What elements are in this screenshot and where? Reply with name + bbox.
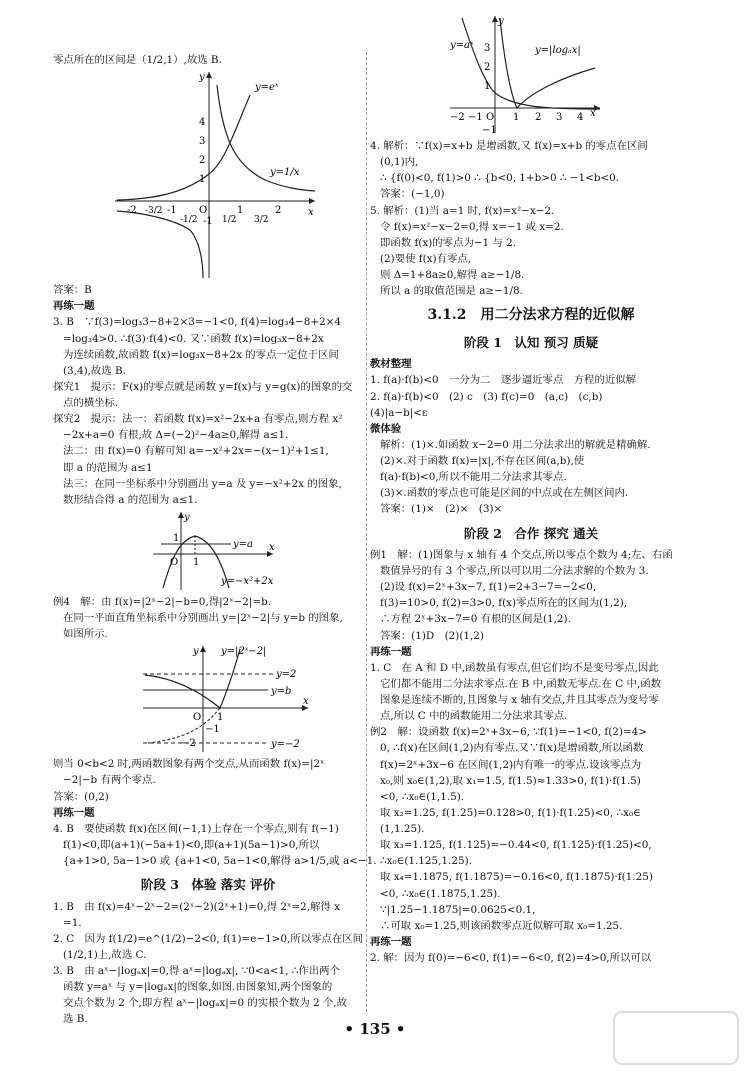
tick-label: 1 — [513, 112, 520, 123]
tick-label: 4 — [577, 112, 584, 123]
tick-label: −1 — [468, 112, 483, 123]
tick-label: 2 — [275, 205, 282, 217]
text-line: 3. B ∵f(3)=log₃3−8+2×3=−1<0, f(4)=log₃4−8+2×4 — [53, 316, 342, 329]
label-y-a: y=a — [233, 538, 253, 550]
tick-label: -1 — [203, 216, 213, 228]
tick-label: 1 — [193, 556, 200, 568]
text-line: 则当 0<b<2 时,两函数图象有两个交点,从而函数 f(x)=|2ˣ — [53, 758, 325, 771]
text-line: 即 a 的范围为 a≤1 — [63, 461, 153, 474]
text-line: 例4 解：由 f(x)=|2ˣ−2|−b=0,得|2ˣ−2|=b. — [53, 595, 272, 608]
text-line: 取 x₃=1.125, f(1.125)=−0.44<0, f(1.125)·f(1.25)<0, — [380, 839, 652, 852]
text-line: 函数 y=aˣ 与 y=|logₐx|的图象,如图.由图象知,两个图象的 — [63, 981, 333, 994]
text-line: f(x)=2ˣ+3x−6 在区间(1,2)内有唯一的零点.设该零点为 — [380, 758, 642, 771]
text-line: 解析：(1)×.如函数 x−2=0 用二分法求出的解就是精确解. — [380, 438, 651, 451]
tick-label: -2 — [127, 205, 137, 217]
figure-parabola — [153, 510, 283, 592]
section-title: 3.1.2 用二分法求方程的近似解 — [427, 307, 635, 324]
y-axis-label: y — [498, 16, 504, 27]
text-line: 所以 a 的取值范围是 a≥−1/8. — [380, 285, 523, 298]
text-line: 4. B 要使函数 f(x)在区间(−1,1)上存在一个零点,则有 f(−1) — [53, 822, 339, 835]
subheading: 教材整理 — [370, 358, 412, 371]
label-y-ax: y=aˣ — [450, 40, 474, 51]
text-line: (2)设 f(x)=2ˣ+3x−7, f(1)=2+3−7=−2<0, — [380, 581, 597, 594]
subheading: 再练一题 — [370, 935, 412, 948]
text-line: 2. 解：因为 f(0)=−6<0, f(1)=−6<0, f(2)=4>0,所以可以 — [370, 952, 652, 965]
label-y-1x: y=1/x — [270, 167, 300, 179]
text-line: 令 f(x)=x²−x−2=0,得 x=−1 或 x=2. — [380, 220, 564, 233]
text-line: 即函数 f(x)的零点为−1 与 2. — [380, 236, 517, 249]
text-line: 2. C 因为 f(1/2)=e^(1/2)−2<0, f(1)=e−1>0,所以零点在区间 — [53, 932, 364, 945]
text-line: =log₃4>0. ∴f(3)·f(4)<0. 又∵函数 f(x)=log₃x−8+2x — [63, 332, 324, 345]
text-line: −2|−b 有两个零点. — [63, 774, 156, 787]
text-line: 点,所以 C 中的函数能用二分法求其零点. — [380, 710, 568, 723]
tick-label: 1 — [484, 81, 491, 92]
tick-label: 3 — [199, 136, 206, 148]
tick-label: -1/2 — [180, 215, 198, 226]
stage3-heading: 阶段 3 体验 落实 评价 — [140, 877, 276, 893]
y-axis-label: y — [184, 511, 190, 523]
tick-label: 1 — [199, 174, 206, 186]
x-axis-label: x — [269, 541, 275, 553]
text-line: −2x+a=0 有根,故 Δ=(−2)²−4a≥0,解得 a≤1. — [63, 429, 289, 442]
answer-line: 答案：(−1,0) — [380, 188, 445, 201]
text-line: ∴ {f(0)<0, f(1)>0 ∴ {b<0, 1+b>0 ∴ −1<b<0. — [380, 172, 620, 185]
text-line: (0,1)内, — [380, 156, 419, 169]
text-line: (3,4),故选 B. — [63, 364, 126, 377]
stage1-heading: 阶段 1 认知 预习 质疑 — [463, 334, 599, 350]
y-axis-label: y — [193, 646, 199, 658]
figure-exp-log — [450, 8, 610, 136]
label-y2: y=2 — [276, 669, 297, 681]
text-line: =1. — [63, 916, 82, 929]
origin-label: O — [170, 556, 179, 568]
text-line: 点的横坐标. — [63, 397, 119, 409]
stage2-heading: 阶段 2 合作 探究 通关 — [463, 525, 599, 541]
tick-label: 2 — [199, 155, 206, 167]
tick-label: -1 — [167, 205, 177, 217]
label-y-ex: y=eˣ — [255, 82, 279, 94]
text-line: 例1 解：(1)图象与 x 轴有 4 个交点,所以零点个数为 4;左、右函 — [370, 548, 673, 561]
text-line: 则 Δ=1+8a≥0,解得 a≥−1/8. — [380, 269, 525, 281]
text-line: ∴x₀∈(1.125,1.25). — [380, 855, 472, 868]
tick-label: −1 — [205, 724, 220, 736]
text-line: 取 x₄=1.1875, f(1.1875)=−0.16<0, f(1.1875)·f(1.25) — [380, 871, 653, 884]
text-line: 1. B 由 f(x)=4ˣ−2ˣ−2=(2ˣ−2)(2ˣ+1)=0,得 2ˣ=2,解得 x — [53, 900, 340, 913]
text-line: 探究2 提示：法一：若函数 f(x)=x²−2x+a 有零点,则方程 x² — [53, 413, 343, 426]
text-line: (1,1.25). — [380, 823, 425, 836]
text-line: (3)×.函数的零点也可能是区间的中点或在左侧区间内. — [380, 487, 629, 500]
figure-abs-exp — [143, 644, 318, 754]
text-line: ∴可取 x₀=1.25,则该函数零点近似解可取 x₀=1.25. — [380, 919, 623, 932]
subheading: 再练一题 — [53, 806, 95, 819]
tick-label: −1 — [482, 125, 497, 136]
text-line: f(3)=10>0, f(2)=3>0, f(x)零点所在的区间为(1,2), — [380, 597, 628, 610]
tick-label: 2 — [535, 112, 542, 123]
label-abs: y=|2ˣ−2| — [221, 646, 267, 658]
x-axis-label: x — [308, 207, 314, 219]
text-line: 法二：由 f(x)=0 有解可知 a=−x²+2x=−(x−1)²+1≤1, — [63, 445, 329, 458]
tick-label: −2 — [181, 738, 196, 750]
answer-line: 答案：B — [53, 284, 92, 297]
text-line: 例2 解：设函数 f(x)=2ˣ+3x−6, ∵f(1)=−1<0, f(2)=4> — [370, 726, 647, 739]
text-line: 它们都不能用二分法求零点.在 B 中,函数无零点.在 C 中,函数 — [380, 677, 661, 690]
tick-label: 3 — [556, 112, 563, 123]
origin-label: O — [193, 712, 202, 724]
subheading: 微体验 — [370, 422, 402, 435]
text-line: {a+1>0, 5a−1>0 或 {a+1<0, 5a−1<0,解得 a>1/5,或 a<−1. — [63, 855, 377, 867]
tick-label: 3/2 — [254, 215, 269, 226]
text-line: 数形结合得 a 的范围为 a≤1. — [63, 493, 198, 506]
answer-line: 答案：(1)D (2)(1,2) — [380, 629, 484, 642]
text-line: 交点个数为 2 个,即方程 aˣ−|logₐx|=0 的实根个数为 2 个,故 — [63, 997, 348, 1010]
page-number: • 135 • — [344, 1020, 406, 1038]
label-y-log: y=|logₐx| — [535, 45, 581, 56]
text-line: 取 x₂=1.25, f(1.25)=0.128>0, f(1)·f(1.25)<0, ∴x₀∈ — [380, 806, 641, 819]
tick-label: −2 — [450, 112, 465, 123]
subheading: 再练一题 — [370, 645, 412, 658]
text-line: 1. C 在 A 和 D 中,函数虽有零点,但它们均不是变号零点,因此 — [370, 661, 659, 674]
answer-line: 答案：(1)× (2)× (3)× — [380, 503, 503, 516]
left-column — [53, 52, 377, 1028]
text-line: 零点所在的区间是（1/2,1）,故选 B. — [53, 54, 222, 66]
tick-label: 4 — [199, 117, 206, 129]
answer-line: 答案：(0,2) — [53, 790, 109, 803]
text-line: 数值异号的有 3 个零点,所以可以用二分法求解的个数为 3. — [380, 565, 649, 578]
tick-label: 1 — [217, 712, 224, 724]
label-parabola: y=−x²+2x — [221, 575, 274, 587]
y-axis-label: y — [199, 72, 205, 84]
tick-label: 2 — [484, 62, 491, 73]
text-line: 2. f(a)·f(b)<0 (2) c (3) f(c)=0 (a,c) (c,b) — [370, 390, 603, 403]
x-axis-label: x — [303, 696, 309, 708]
text-line: 选 B. — [63, 1013, 88, 1026]
tick-label: 3 — [484, 43, 491, 54]
text-line: (4)|a−b|<ε — [370, 406, 428, 419]
right-column — [370, 16, 692, 966]
text-line: (2)×.对于函数 f(x)=|x|,不存在区间(a,b),使 — [380, 455, 585, 468]
tick-label: 1 — [173, 532, 180, 544]
x-axis-label: x — [590, 108, 596, 119]
text-line: x₀,则 x₀∈(1,2),取 x₁=1.5, f(1.5)≈1.33>0, f(1)·f(1.5) — [380, 774, 641, 787]
text-line: 如图所示. — [63, 628, 108, 641]
tick-label: 1/2 — [222, 215, 237, 226]
text-line: ∵|1.25−1.1875|=0.0625<0.1, — [380, 903, 536, 916]
label-y-neg2: y=−2 — [271, 739, 300, 751]
text-line: <0, ∴x₀∈(1.1875,1.25). — [380, 887, 501, 900]
text-line: 3. B 由 aˣ−|logₐx|=0,得 aˣ=|logₐx|, ∵0<a<1, ∴作出两个 — [53, 965, 340, 977]
text-line: 1. f(a)·f(b)<0 一分为二 逐步逼近零点 方程的近似解 — [370, 374, 637, 387]
origin-label: O — [199, 205, 208, 217]
watermark-logo — [612, 1010, 740, 1066]
subheading: 再练一题 — [53, 300, 95, 313]
text-line: 0, ∴f(x)在区间(1,2)内有零点.又∵f(x)是增函数,所以函数 — [380, 742, 644, 755]
text-line: 图象是连续不断的,且图象与 x 轴有交点,并且其零点为变号零 — [380, 694, 659, 707]
label-yb: y=b — [271, 686, 292, 698]
tick-label: 1 — [237, 205, 244, 217]
text-line: 法三：在同一坐标系中分别画出 y=a 及 y=−x²+2x 的图象, — [63, 477, 342, 490]
text-line: (1/2,1)上,故选 C. — [63, 948, 147, 961]
text-line: 为连续函数,故函数 f(x)=log₃x−8+2x 的零点一定位于区间 — [63, 348, 339, 361]
origin-label: O — [486, 112, 495, 123]
text-line: ∴方程 2ˣ+3x−7=0 有根的区间是(1,2). — [380, 613, 571, 626]
text-line: f(1)<0,即(a+1)(−5a+1)<0,即(a+1)(5a−1)>0,所以 — [63, 838, 320, 851]
figure-exp-reciprocal — [115, 70, 320, 280]
text-line: (2)要使 f(x)有零点, — [380, 252, 472, 265]
tick-label: -3/2 — [145, 206, 163, 217]
text-line: <0, ∴x₀∈(1,1.5). — [380, 790, 465, 803]
text-line: 5. 解析：(1)当 a=1 时, f(x)=x²−x−2. — [370, 204, 555, 217]
text-line: f(a)·f(b)<0,所以不能用二分法求其零点. — [380, 471, 567, 484]
text-line: 探究1 提示：F(x)的零点就是函数 y=f(x)与 y=g(x)的图象的交 — [53, 380, 353, 393]
text-line: 在同一平面直角坐标系中分别画出 y=|2ˣ−2|与 y=b 的图象, — [63, 612, 343, 624]
text-line: 4. 解析：∵f(x)=x+b 是增函数,又 f(x)=x+b 的零点在区间 — [370, 140, 648, 152]
